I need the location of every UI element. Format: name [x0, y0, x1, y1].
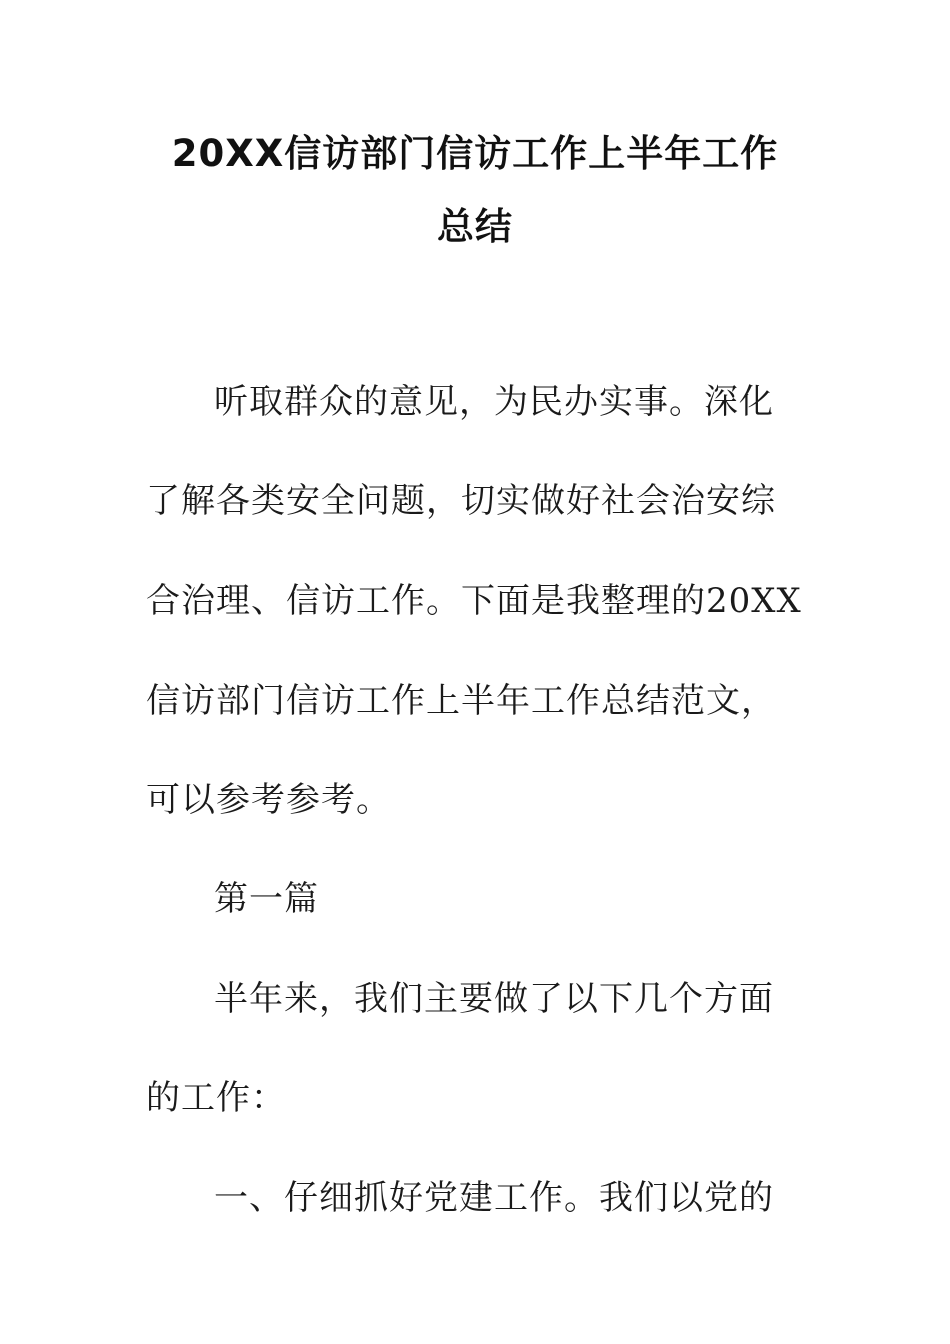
paragraph-line: 可以参考参考。 [146, 780, 391, 820]
paragraph-line: 半年来，我们主要做了以下几个方面 [214, 979, 774, 1019]
paragraph-line: 的工作： [146, 1078, 286, 1118]
section-heading: 第一篇 [214, 879, 319, 919]
paragraph-line: 信访部门信访工作上半年工作总结范文， [146, 681, 776, 721]
paragraph-line: 听取群众的意见，为民办实事。深化 [214, 382, 774, 422]
paragraph-line: 合治理、信访工作。下面是我整理的20XX [146, 581, 802, 621]
paragraph-line: 一、仔细抓好党建工作。我们以党的 [214, 1178, 774, 1218]
document-title-line-2: 总结 [437, 205, 513, 248]
document-title-line-1: 20XX信访部门信访工作上半年工作 [171, 132, 779, 175]
paragraph-line: 了解各类安全问题，切实做好社会治安综 [146, 481, 776, 521]
